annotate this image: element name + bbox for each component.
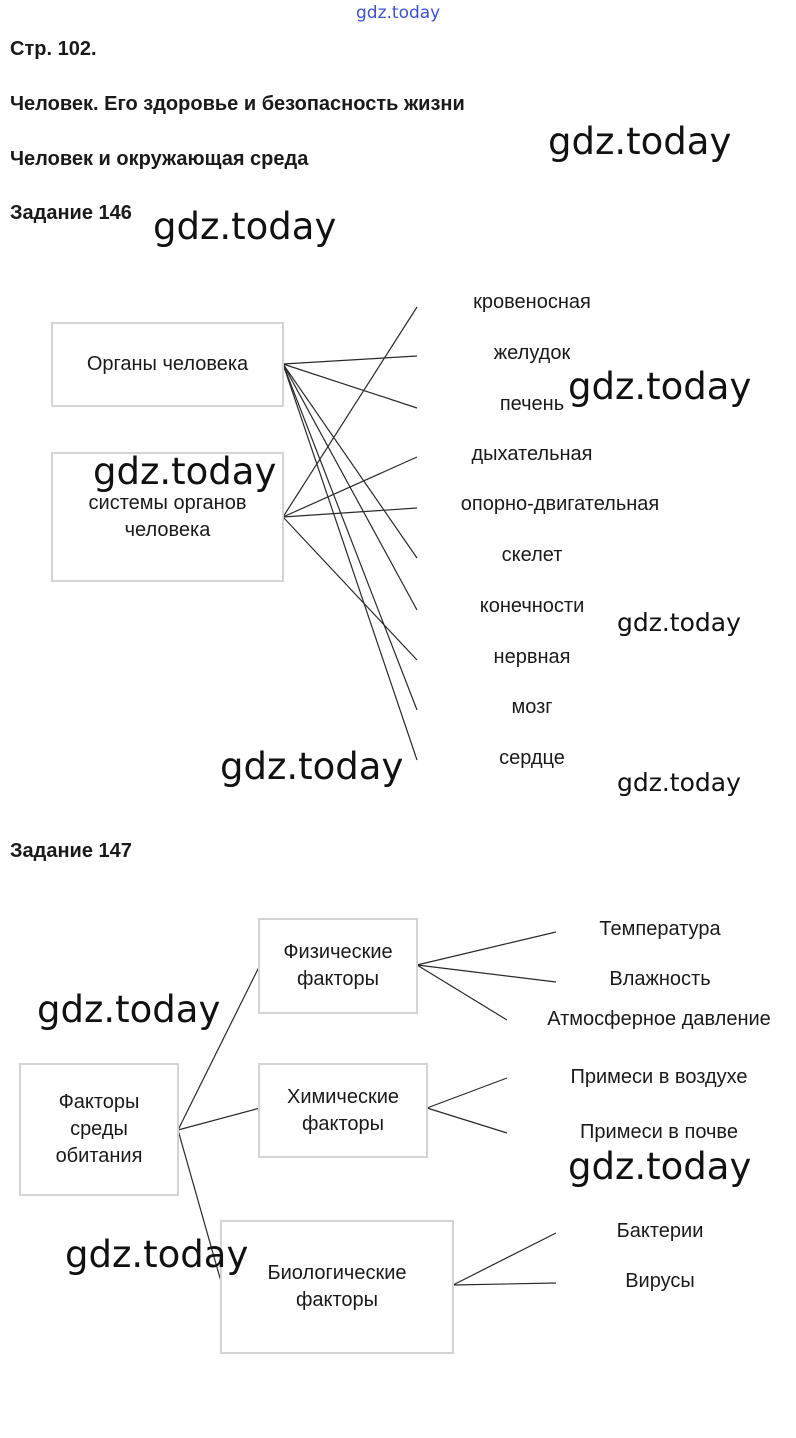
item-temperature: Температура xyxy=(599,918,721,940)
line-bio-viruses xyxy=(453,1283,556,1285)
item-liver: печень xyxy=(499,393,565,415)
item-atmospheric-pressure: Атмосферное давление xyxy=(547,1008,771,1030)
task-146-title: Задание 146 xyxy=(10,202,132,224)
box-chemical-factors-label: Химические факторы xyxy=(286,1085,400,1135)
watermark: gdz.today xyxy=(93,450,277,493)
box-chemical-factors xyxy=(258,1063,428,1158)
item-nervous: нервная xyxy=(493,646,571,668)
line-physical-pressure xyxy=(417,965,507,1020)
item-soil-impurities: Примеси в почве xyxy=(580,1121,738,1143)
box-habitat-factors xyxy=(19,1063,179,1196)
line-root-chemical xyxy=(178,1108,260,1130)
page-reference: Стр. 102. xyxy=(10,38,97,60)
box-organ-systems-label: системы органов человека xyxy=(88,492,247,541)
box-biological-factors xyxy=(220,1220,454,1354)
item-brain: мозг xyxy=(511,696,553,718)
box-physical-factors xyxy=(258,918,418,1014)
line-organs-stomach xyxy=(283,356,417,364)
box-physical-factors-label: Физические факторы xyxy=(283,941,393,990)
task-147-title: Задание 147 xyxy=(10,840,132,862)
section-title: Человек. Его здоровье и безопасность жизни xyxy=(10,93,465,115)
line-organs-heart xyxy=(283,364,417,760)
watermark: gdz.today xyxy=(65,1233,249,1276)
line-systems-blood xyxy=(283,307,417,517)
item-heart: сердце xyxy=(499,747,565,769)
watermark-top: gdz.today xyxy=(356,3,441,23)
watermark: gdz.today xyxy=(548,120,732,163)
item-skeleton: скелет xyxy=(501,544,563,566)
box-human-organs-label: Органы человека xyxy=(86,353,249,375)
item-limbs: конечности xyxy=(479,595,585,617)
item-stomach: желудок xyxy=(493,342,571,364)
watermark: gdz.today xyxy=(617,768,741,797)
line-systems-respiratory xyxy=(283,457,417,517)
line-systems-musculoskeletal xyxy=(283,508,417,517)
box-habitat-factors-label: Факторы среды обитания xyxy=(55,1091,143,1167)
item-humidity: Влажность xyxy=(609,968,711,990)
topic-title: Человек и окружающая среда xyxy=(10,148,309,170)
watermark: gdz.today xyxy=(568,365,752,408)
line-organs-brain xyxy=(283,364,417,710)
line-bio-bacteria xyxy=(453,1233,556,1285)
line-physical-humidity xyxy=(417,965,556,982)
line-chemical-air xyxy=(427,1078,507,1108)
item-circulatory: кровеносная xyxy=(473,291,591,313)
line-physical-temperature xyxy=(417,932,556,965)
item-musculoskeletal: опорно-двигательная xyxy=(460,493,660,515)
watermark: gdz.today xyxy=(568,1145,752,1188)
line-chemical-soil xyxy=(427,1108,507,1133)
line-organs-skeleton xyxy=(283,364,417,558)
watermark: gdz.today xyxy=(617,608,741,637)
box-human-organs xyxy=(51,322,284,407)
watermark: gdz.today xyxy=(37,988,221,1031)
item-viruses: Вирусы xyxy=(625,1270,695,1292)
item-air-impurities: Примеси в воздухе xyxy=(570,1066,748,1088)
watermark: gdz.today xyxy=(220,745,404,788)
item-respiratory: дыхательная xyxy=(471,443,593,465)
box-biological-factors-label: Биологические факторы xyxy=(267,1262,407,1311)
item-bacteria: Бактерии xyxy=(616,1220,704,1242)
watermark: gdz.today xyxy=(153,205,337,248)
